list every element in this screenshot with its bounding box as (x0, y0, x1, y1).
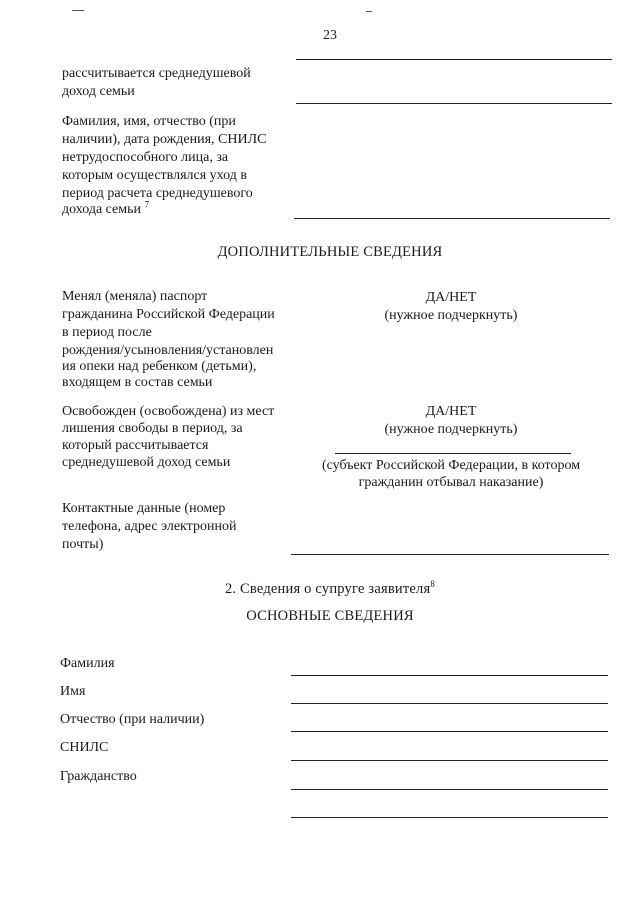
passport-label-line-3: в период после (62, 325, 152, 340)
care-row-label-line-1: Фамилия, имя, отчество (при (62, 114, 236, 129)
field-label-name: Имя (60, 684, 86, 699)
income-row-label-line-1: рассчитывается среднедушевой (62, 66, 251, 81)
field-citizenship-line[interactable] (291, 789, 608, 790)
field-snils-line[interactable] (291, 760, 608, 761)
answer-line-previous (296, 59, 612, 60)
prison-yes-no[interactable]: ДА/НЕТ (425, 404, 477, 419)
passport-label-line-1: Менял (меняла) паспорт (62, 289, 208, 304)
prison-subject-answer-line[interactable] (335, 453, 571, 454)
field-surname-line[interactable] (291, 675, 608, 676)
prison-label-line-1: Освобожден (освобождена) из мест (62, 404, 275, 419)
prison-label-line-2: лишения свободы в период, за (62, 421, 243, 436)
footnote-7: 7 (144, 199, 150, 210)
prison-subject-caption-line-2: гражданин отбывал наказание) (358, 475, 544, 490)
additional-info-heading: ДОПОЛНИТЕЛЬНЫЕ СВЕДЕНИЯ (217, 244, 443, 260)
scan-speck (366, 11, 372, 12)
passport-yes-no[interactable]: ДА/НЕТ (425, 290, 477, 305)
care-row-answer-line[interactable] (294, 218, 610, 219)
passport-hint: (нужное подчеркнуть) (384, 308, 518, 323)
care-row-label-line-5: период расчета среднедушевого (62, 186, 253, 201)
passport-label-line-6: входящем в состав семьи (62, 375, 213, 390)
passport-label-line-2: гражданина Российской Федерации (62, 307, 275, 322)
main-info-heading: ОСНОВНЫЕ СВЕДЕНИЯ (246, 608, 414, 624)
spouse-section-heading (160, 580, 500, 598)
field-label-citizenship: Гражданство (60, 769, 137, 784)
income-row-answer-line[interactable] (296, 103, 612, 104)
field-name-line[interactable] (291, 703, 608, 704)
care-row-label-text: дохода семьи (62, 202, 142, 217)
contacts-label-line-3: почты) (62, 537, 104, 552)
footnote-8: 8 (430, 579, 436, 590)
contacts-label-line-1: Контактные данные (номер (62, 501, 226, 516)
contacts-answer-line[interactable] (291, 554, 609, 555)
field-patronymic-line[interactable] (291, 731, 608, 732)
care-row-label-line-2: наличии), дата рождения, СНИЛС (62, 132, 267, 147)
prison-label-line-4: среднедушевой доход семьи (62, 455, 231, 470)
page-number: 23 (323, 28, 337, 43)
care-row-label-line-4: которым осуществлялся уход в (62, 168, 247, 183)
field-label-surname: Фамилия (60, 656, 115, 671)
contacts-label-line-2: телефона, адрес электронной (62, 519, 237, 534)
care-row-label-line-3: нетрудоспособного лица, за (62, 150, 229, 165)
field-label-snils: СНИЛС (60, 740, 109, 755)
spouse-section-heading-text: 2. Сведения о супруге заявителя (224, 581, 431, 597)
prison-subject-caption-line-1: (субъект Российской Федерации, в котором (321, 458, 581, 473)
prison-label-line-3: который рассчитывается (62, 438, 209, 453)
passport-label-line-4: рождения/усыновления/установлен (62, 343, 274, 358)
passport-label-line-5: ия опеки над ребенком (детьми), (62, 359, 257, 374)
field-label-patronymic: Отчество (при наличии) (60, 712, 205, 727)
prison-hint: (нужное подчеркнуть) (384, 422, 518, 437)
care-row-label-line-6 (62, 201, 149, 219)
income-row-label-line-2: доход семьи (62, 84, 135, 99)
field-extra-line[interactable] (291, 817, 608, 818)
scan-speck (72, 10, 84, 11)
